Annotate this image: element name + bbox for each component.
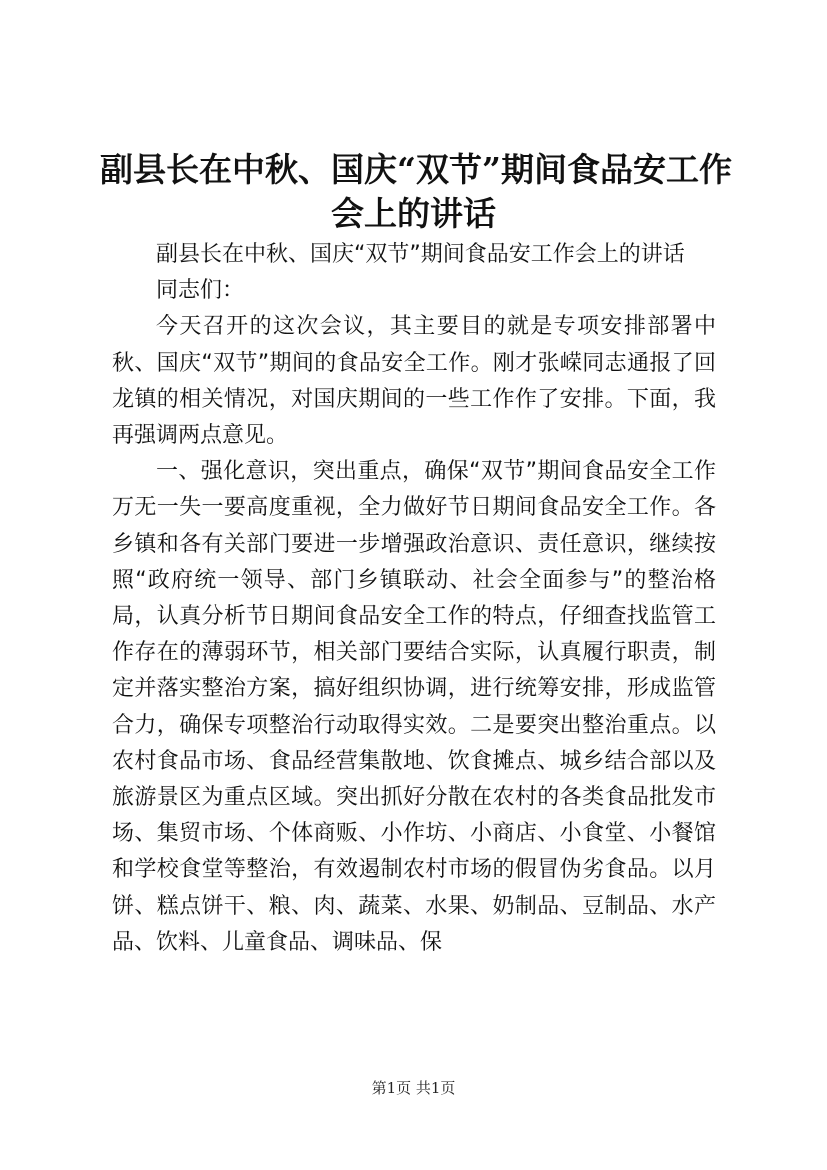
- body-paragraph-subtitle: 副县长在中秋、国庆“双节”期间食品安工作会上的讲话: [156, 242, 685, 267]
- body-paragraph-section-one: 一、强化意识，突出重点，确保“双节”期间食品安全工作万无一失一要高度重视，全力做好节日期间食品安全工作。各乡镇和各有关部门要进一步增强政治意识、责任意识，继续按照“政府统一领导、部门乡镇联动、社会全面参与”的整治格局，认真分析节日期间食品安全工作的特点，仔细查找监管工作存在的薄弱环节，相关部门要结合实际，认真履行职责，制定并落实整治方案，搞好组织协调，进行统筹安排，形成监管合力，确保专项整治行动取得实效。二是要突出整治重点。以农村食品市场、食品经营集散地、饮食摊点、城乡结合部以及旅游景区为重点区域。突出抓好分散在农村的各类食品批发市场、集贸市场、个体商贩、小作坊、小商店、小食堂、小餐馆和学校食堂等整治，有效遏制农村市场的假冒伪劣食品。以月饼、糕点饼干、粮、肉、蔬菜、水果、奶制品、豆制品、水产品、饮料、儿童食品、调味品、保: [112, 459, 716, 955]
- body-paragraph-salutation: 同志们：: [156, 278, 245, 304]
- page-footer: 第1页 共1页: [371, 1079, 456, 1097]
- body-paragraph-intro: 今天召开的这次会议，其主要目的就是专项安排部署中秋、国庆“双节”期间的食品安全工作。刚才张嵘同志通报了回龙镇的相关情况，对国庆期间的一些工作作了安排。下面，我再强调两点意见。: [112, 314, 716, 449]
- document-title-line-1: 副县长在中秋、国庆“双节”期间食品安工作: [100, 150, 732, 189]
- document-title-line-2: 会上的讲话: [331, 194, 496, 233]
- document-body: [112, 237, 716, 961]
